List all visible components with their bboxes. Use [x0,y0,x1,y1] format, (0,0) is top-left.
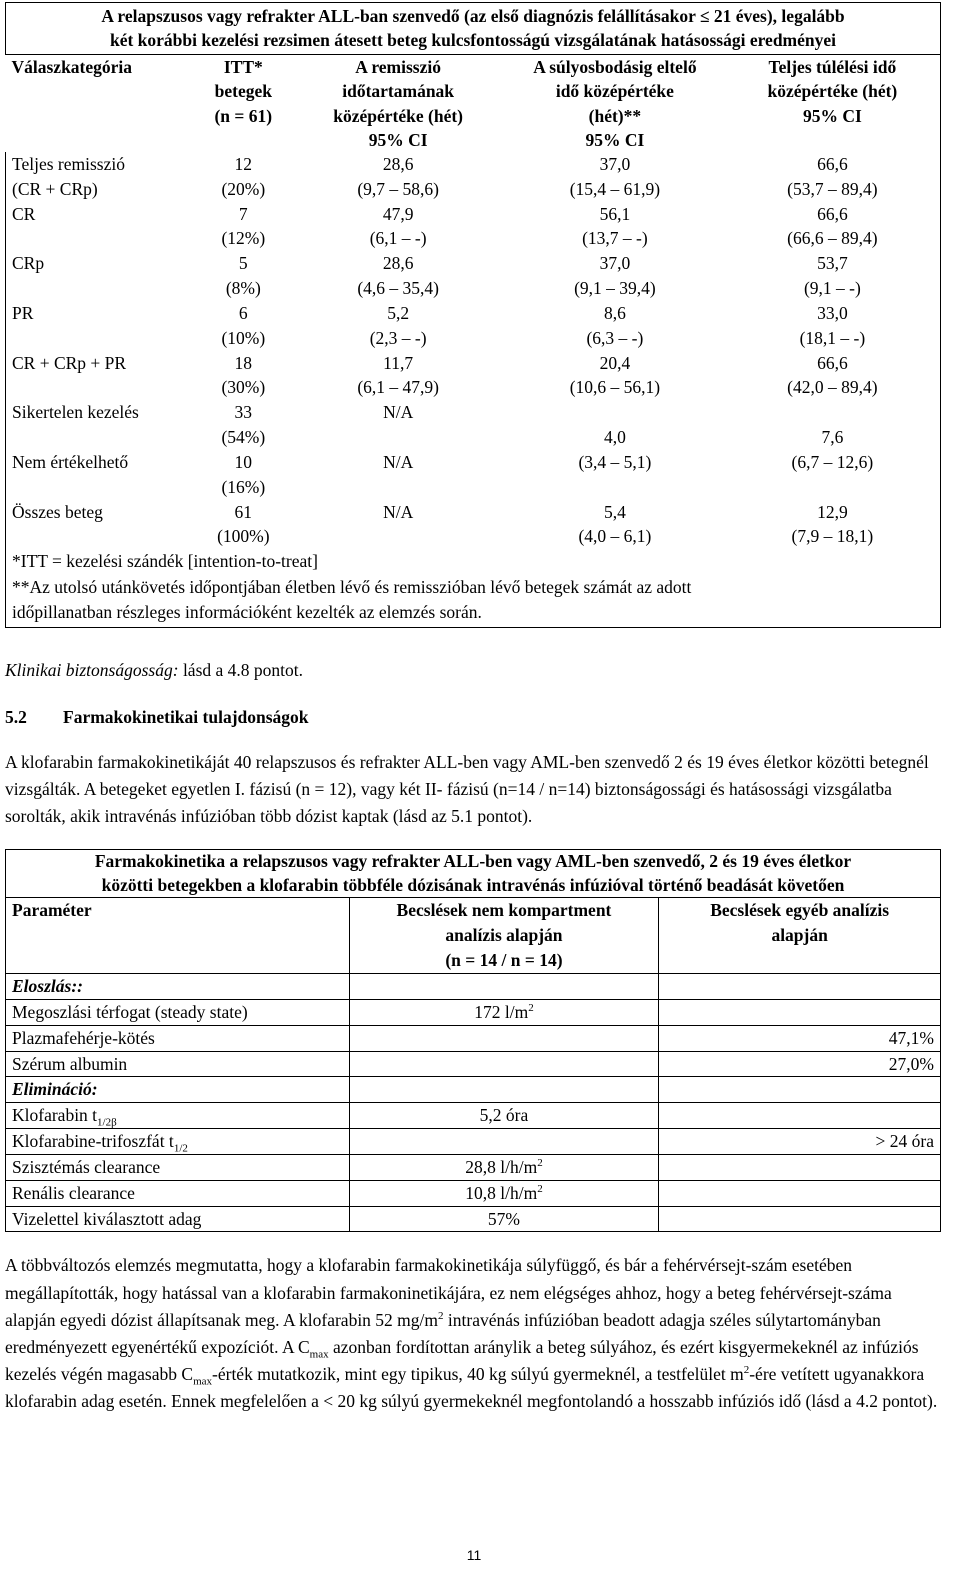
pk-table-caption: Farmakokinetika a relapszusos vagy refrakter ALL-ben vagy AML-ben szenvedő, 2 és 19 éves életkor közötti betegekben a klofarabin többféle dózisának intravénás infúzióval történő beadását követően [6,850,941,898]
section-heading [5,705,941,730]
table-row: Teljes remisszió (CR + CRp) 12 (20%) 28,6 (9,7 – 58,6) 37,0 (15,4 – 61,9) 66,6 (53,7 – 89,4) [6,152,941,202]
table-row: CRp 5 (8%) 28,6 (4,6 – 35,4) 37,0 (9,1 – 39,4) 53,7 (9,1 – -) [6,251,941,301]
table-row: PR 6 (10%) 5,2 (2,3 – -) 8,6 (6,3 – -) 33,0 (18,1 – -) [6,301,941,351]
safety-reference: Klinikai biztonságosság: lásd a 4.8 pontot. [5,660,303,681]
table-row: Sikertelen kezelés 33 (54%) N/A 4,0 (3,4 – 5,1) 7,6 (6,7 – 12,6) [6,400,941,450]
table-row: Megoszlási térfogat (steady state) 172 $l/m^2$ [6,999,941,1025]
table-row: Nem értékelhető 10 (16%) N/A [6,450,941,500]
table-row: Klofarabine-trifoszfát $t_{1/2}$ > 24 óra [6,1129,941,1155]
section-title: Farmakokinetikai tulajdonságok [63,706,309,727]
footnote-progression-cont: időpillanatban részleges információként kezelték az elemzés során. [12,602,482,623]
table-row: Renális clearance 10,8 $l/h/m^2$ [6,1180,941,1206]
table-row: Plazmafehérje-kötés 47,1% [6,1025,941,1051]
footnote-progression: **Az utolsó utánkövetés időpontjában életben lévő és remisszióban lévő betegek számát az adott [12,576,692,597]
document-page [5,0,941,1415]
table-row: CR + CRp + PR 18 (30%) 11,7 (6,1 – 47,9) 20,4 (10,6 – 56,1) 66,6 (42,0 – 89,4) [6,351,941,401]
header-noncompartment: Becslések nem kompartment analízis alapján (n = 14 / n = 14) [349,898,659,974]
pk-table-header-row [6,898,941,974]
header-remission-duration: A remisszió időtartamának középértéke (hét) 95% CI [333,57,464,150]
table-row: Eloszlás:: [6,974,941,1000]
header-overall-survival: Teljes túlélési idő középértéke (hét) 95% CI [725,55,941,152]
efficacy-table [5,2,941,628]
page-number: 11 [466,1547,482,1563]
pk-table [5,849,941,1232]
header-time-to-progression: A súlyosbodásig eltelő idő középértéke (hét)** 95% CI [533,57,697,150]
pk-intro-paragraph: A klofarabin farmakokinetikáját 40 relapszusos és refrakter ALL-ben vagy AML-ben szenvedő 2 és 19 éves életkor közötti betegnél vizsgálták. A betegeket egyetlen I. fázisú (n = 12), vagy két II- fázisú (n=14 / n=14) biztonságossági és hatásossági vizsgálatba sorolták, akik intravénás infúzióban több dózist kaptak (lásd az 5.1 pontot). [5,752,929,826]
table-row: Összes beteg 61 (100%) N/A 5,4 (4,0 – 6,1) 12,9 (7,9 – 18,1) [6,500,941,550]
table-footnotes [6,549,941,628]
header-itt: ITT* betegek (n = 61) [214,57,273,126]
footnote-itt: *ITT = kezelési szándék [intention-to-treat] [12,551,318,572]
table-row: Vizelettel kiválasztott adag 57% [6,1206,941,1232]
table-row: Klofarabin $t_{1/2\beta}$ 5,2 óra [6,1103,941,1129]
header-response-category: Válaszkategória [11,57,133,78]
efficacy-table-caption: A relapszusos vagy refrakter ALL-ban szenvedő (az első diagnózis felállításakor ≤ 21 éves), legalább két korábbi kezelési rezsimen átesett beteg kulcsfontosságú vizsgálatának hatásossági eredményei [6,3,941,55]
table-row: Szisztémás clearance 28,8 $l/h/m^2$ [6,1154,941,1180]
header-other-analysis: Becslések egyéb analízis alapján [659,898,941,974]
header-parameter: Paraméter [6,898,350,974]
pk-multivariate-paragraph: A többváltozós elemzés megmutatta, hogy a klofarabin farmakokinetikája súlyfüggő, és bár a fehérvérsejt-szám esetében megállapították, hogy hatással van a klofarabin farmakoninetikájára, ez nem elégséges ahhoz, hogy a beteg fehérvérsejt-száma alapján egyedi dózist állapítsanak meg. A klofarabin 52 $mg/m^2$ intravénás infúzióban beadott adagja széles súlytartományban eredményezett egyenértékű expozíciót. A $C_{max}$ azonban fordítottan aránylik a beteg súlyához, és ezért kisgyermekeknél az infúziós kezelés végén magasabb $C_{max}$-érték mutatkozik, mint egy tipikus, 40 kg súlyú gyermeknél, a testfelület $m^2$-ére vetített ugyanakkora klofarabin adag esetén. Ennek megfelelően a < 20 kg súlyú gyermekeknél megfontolandó a hosszabb infúziós idő (lásd a 4.2 pontot). [5,1255,938,1412]
efficacy-table-header-row [6,55,941,152]
table-row: Szérum albumin 27,0% [6,1051,941,1077]
table-row: Elimináció: [6,1077,941,1103]
table-row: CR 7 (12%) 47,9 (6,1 – -) 56,1 (13,7 – -) 66,6 (66,6 – 89,4) [6,202,941,252]
section-number: 5.2 [5,706,27,727]
